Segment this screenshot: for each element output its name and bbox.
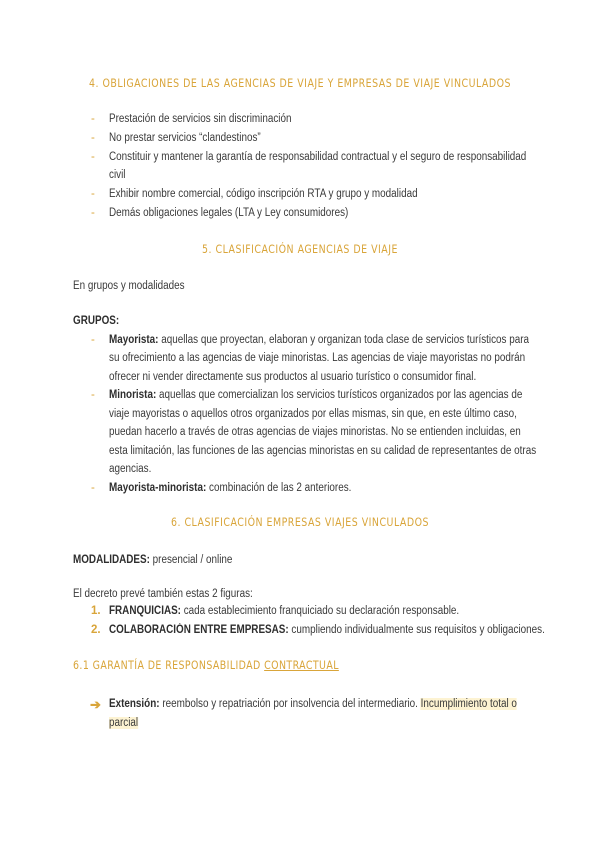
bullet-dash: - [91,132,95,144]
list-item: Exhibir nombre comercial, código inscripción RTA y grupo y modalidad [109,188,418,200]
section-6-1-title: 6.1 GARANTÍA DE RESPONSABILIDAD CONTRACTUAL [73,658,339,672]
mayorista-minorista-line: Mayorista-minorista: combinación de las 2 anteriores. [109,482,352,494]
modalidades-line: MODALIDADES: presencial / online [73,554,233,566]
minorista-line: esta limitación, las funciones de las agencias minoristas en su calidad de representantes de otras [109,445,537,457]
minorista-line: agencias. [109,463,152,475]
extension-line: Extensión: reembolso y repatriación por insolvencia del intermediario. Incumplimiento total o [109,698,517,710]
minorista-line: puedan hacerlo a través de otras agencias de viajes minoristas. No se entienden incluidas, en [109,426,521,438]
bullet-dash: - [91,113,95,125]
list-item: Constituir y mantener la garantía de responsabilidad contractual y el seguro de responsabilidad [109,151,527,163]
colaboracion-line: COLABORACIÓN ENTRE EMPRESAS: cumpliendo individualmente sus requisitos y obligaciones. [109,624,545,636]
franquicias-line: FRANQUICIAS: cada establecimiento franquiciado su declaración responsable. [109,605,460,617]
bullet-dash: - [91,482,95,494]
minorista-line: Minorista: aquellas que comercializan los servicios turísticos organizados por las agencias de [109,389,523,401]
mayorista-line: su ofrecimiento a las agencias de viaje minoristas. Las agencias de viaje mayoristas no podrán [109,352,526,364]
section-6-title: 6. CLASIFICACIÓN EMPRESAS VIAJES VINCULADOS [171,515,429,529]
extension-line-continuation: parcial [109,717,139,729]
bullet-dash: - [91,188,95,200]
bullet-dash: - [91,389,95,401]
arrow-right-icon: ➔ [90,697,101,712]
mayorista-line: ofrecer ni vender directamente sus productos al usuario turístico o consumidor final. [109,371,477,383]
minorista-line: viaje mayoristas o aquellos otros organizados por ellas mismas, sin que, en este último caso, [109,408,517,420]
list-item: Demás obligaciones legales (LTA y Ley consumidores) [109,207,349,219]
section-4-title: 4. OBLIGACIONES DE LAS AGENCIAS DE VIAJE Y EMPRESAS DE VIAJE VINCULADOS [88,76,512,90]
list-item: No prestar servicios “clandestinos” [109,132,261,144]
bullet-dash: - [91,207,95,219]
list-item: Prestación de servicios sin discriminación [109,113,292,125]
list-number: 2. [91,624,101,636]
section-5-title: 5. CLASIFICACIÓN AGENCIAS DE VIAJE [202,242,398,256]
decreto-text: El decreto prevé también estas 2 figuras: [73,588,253,600]
list-item-continuation: civil [109,169,126,181]
bullet-dash: - [91,151,95,163]
intro-text: En grupos y modalidades [73,280,185,292]
bullet-dash: - [91,334,95,346]
grupos-heading: GRUPOS: [73,315,120,327]
mayorista-line: Mayorista: aquellas que proyectan, elaboran y organizan toda clase de servicios turísticos para [109,334,530,346]
list-number: 1. [91,605,101,617]
